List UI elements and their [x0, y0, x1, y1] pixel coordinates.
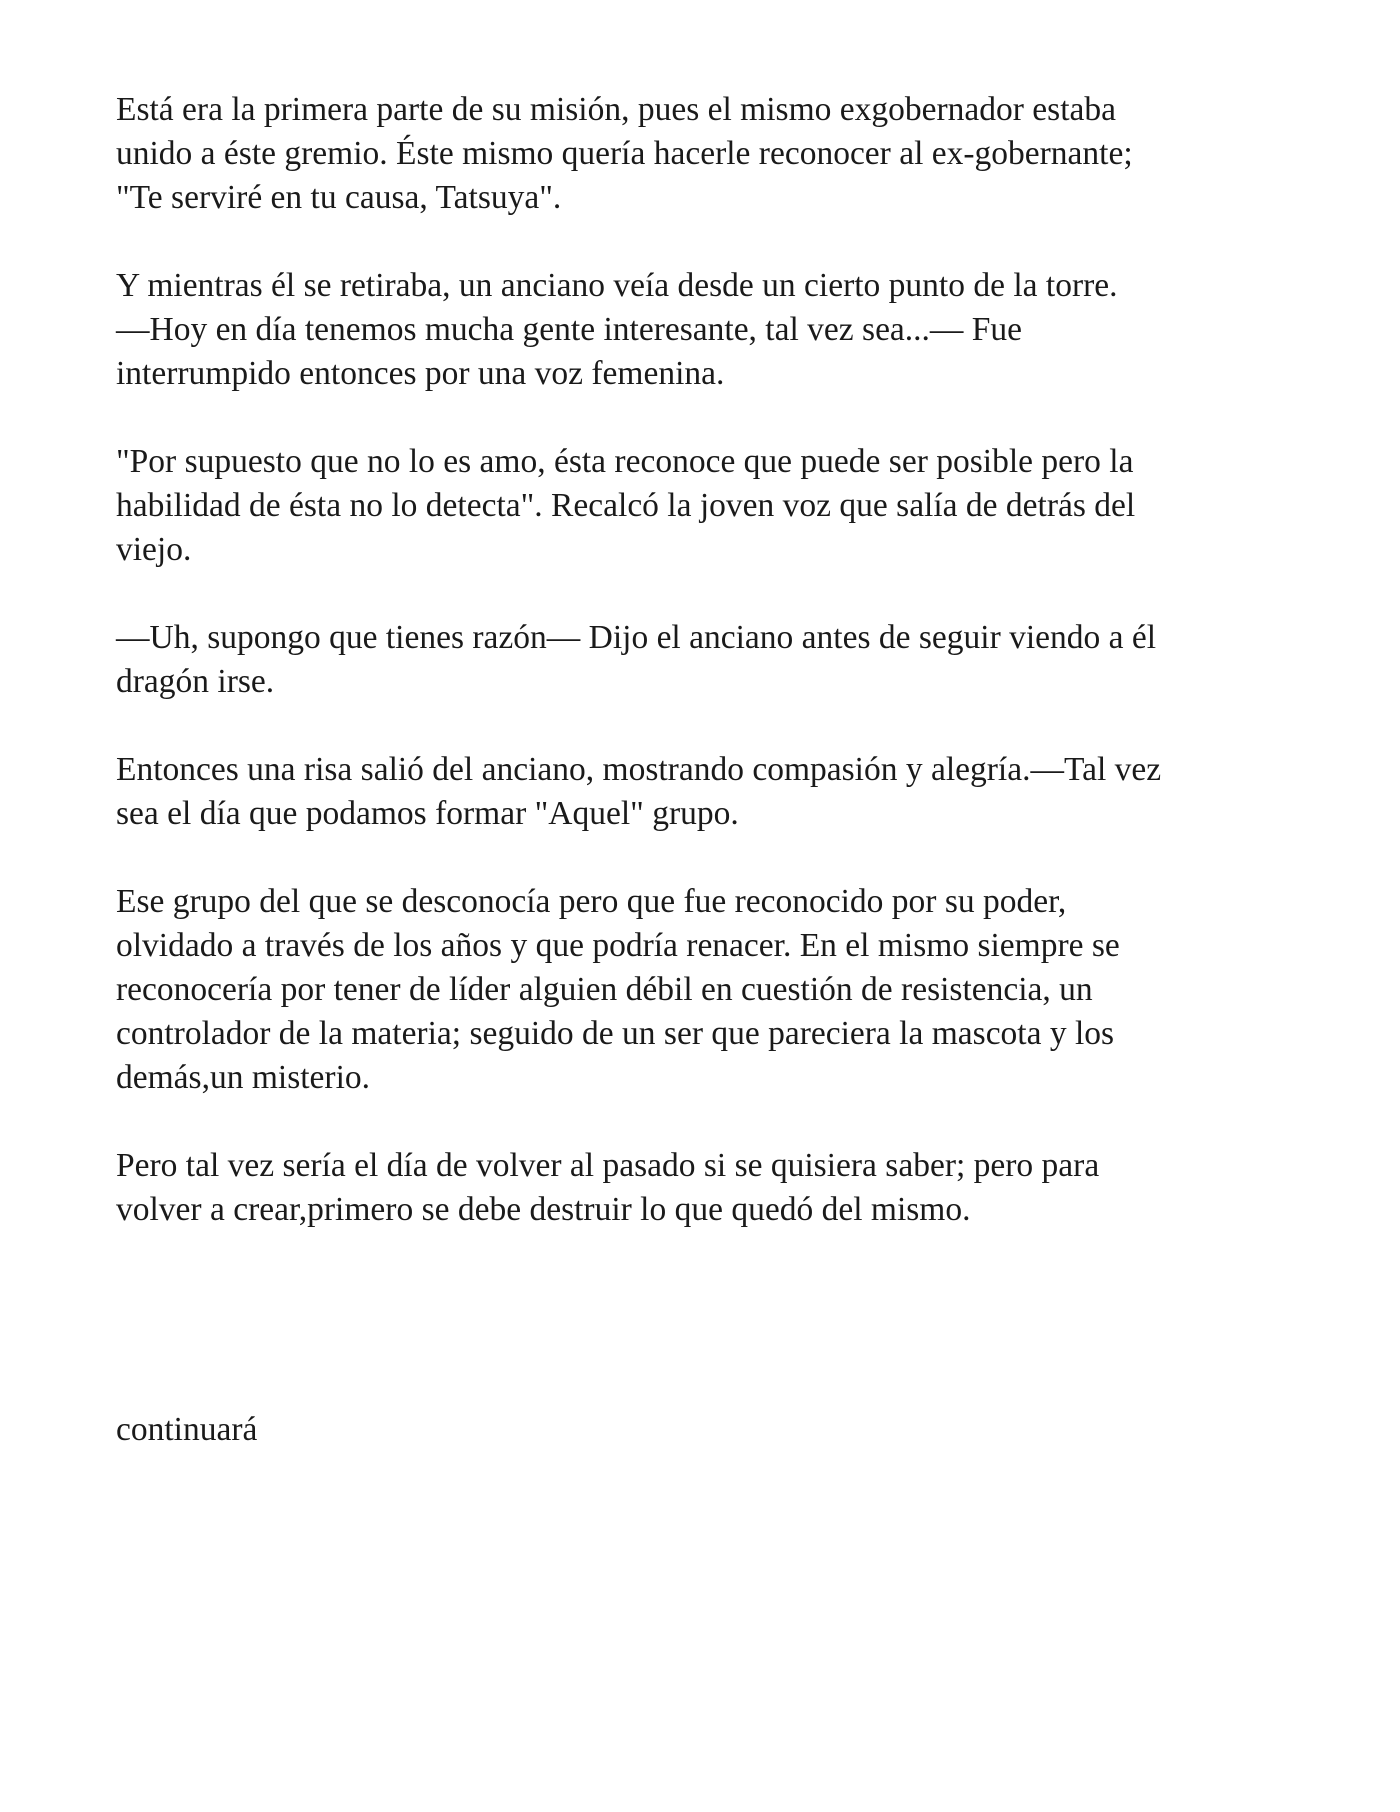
- continuara-label: continuará: [116, 1411, 258, 1448]
- document-page: [116, 88, 1296, 1496]
- text-line: Entonces una risa salió del anciano, mostrando compasión y alegría.—Tal vez: [116, 751, 1162, 788]
- text-line: volver a crear,primero se debe destruir lo que quedó del mismo.: [116, 1191, 971, 1228]
- text-line: controlador de la materia; seguido de un ser que pareciera la mascota y los: [116, 1015, 1115, 1052]
- paragraph-7: [116, 1144, 1296, 1232]
- text-line: Ese grupo del que se desconocía pero que fue reconocido por su poder,: [116, 883, 1067, 920]
- text-line: "Por supuesto que no lo es amo, ésta reconoce que puede ser posible pero la: [116, 443, 1134, 480]
- text-line: —Hoy en día tenemos mucha gente interesante, tal vez sea...— Fue: [116, 311, 1023, 348]
- text-line: "Te serviré en tu causa, Tatsuya".: [116, 179, 562, 216]
- paragraph-3: [116, 440, 1296, 572]
- paragraph-6: [116, 880, 1296, 1100]
- text-line: —Uh, supongo que tienes razón— Dijo el anciano antes de seguir viendo a él: [116, 619, 1157, 656]
- paragraph-2: [116, 264, 1296, 396]
- text-line: olvidado a través de los años y que podría renacer. En el mismo siempre se: [116, 927, 1120, 964]
- paragraph-5: [116, 748, 1296, 836]
- text-line: habilidad de ésta no lo detecta". Recalcó la joven voz que salía de detrás del: [116, 487, 1136, 524]
- text-line: Y mientras él se retiraba, un anciano veía desde un cierto punto de la torre.: [116, 267, 1118, 304]
- text-line: interrumpido entonces por una voz femenina.: [116, 355, 725, 392]
- text-line: Pero tal vez sería el día de volver al pasado si se quisiera saber; pero para: [116, 1147, 1100, 1184]
- paragraph-1: [116, 88, 1296, 220]
- blank-space: [116, 1276, 1296, 1408]
- closing-text: [116, 1408, 1296, 1452]
- text-line: dragón irse.: [116, 663, 275, 700]
- text-line: unido a éste gremio. Éste mismo quería hacerle reconocer al ex-gobernante;: [116, 135, 1133, 172]
- text-line: reconocería por tener de líder alguien débil en cuestión de resistencia, un: [116, 971, 1093, 1008]
- text-line: Está era la primera parte de su misión, pues el mismo exgobernador estaba: [116, 91, 1117, 128]
- text-line: demás,un misterio.: [116, 1059, 370, 1096]
- text-line: sea el día que podamos formar "Aquel" grupo.: [116, 795, 739, 832]
- paragraph-4: [116, 616, 1296, 704]
- text-line: viejo.: [116, 531, 192, 568]
